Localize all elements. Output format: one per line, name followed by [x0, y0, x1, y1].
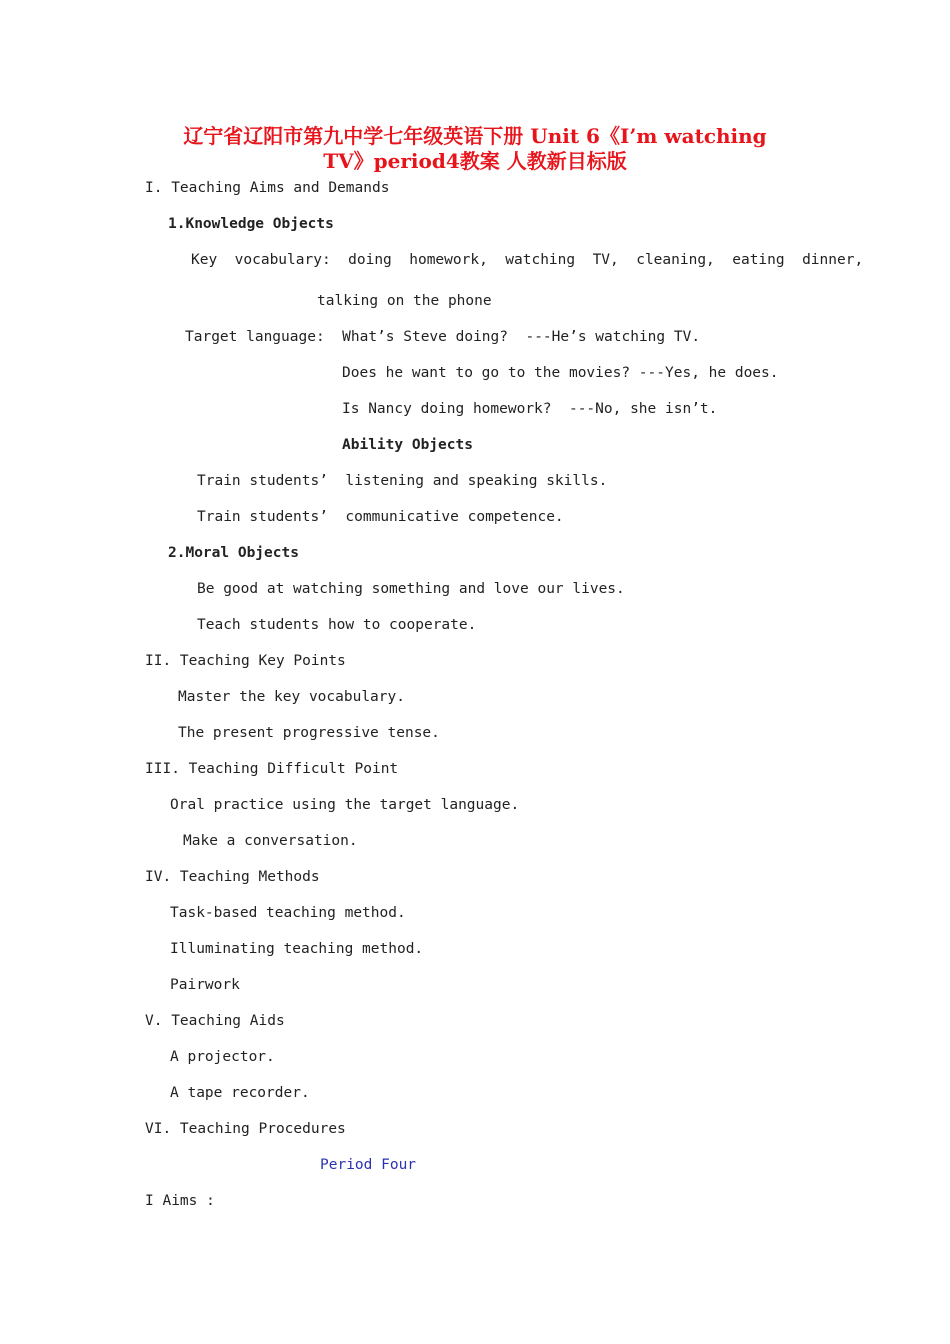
document-title [100, 124, 850, 174]
section-2-heading: II. Teaching Key Points [145, 653, 346, 669]
ability-objects-heading: Ability Objects [342, 437, 473, 453]
section-1-heading: I. Teaching Aims and Demands [145, 180, 390, 196]
target-language-line-1: Target language: What’s Steve doing? ---He’s watching TV. [185, 329, 701, 345]
target-language-line-3: Is Nancy doing homework? ---No, she isn’t. [342, 401, 718, 417]
moral-item-1: Be good at watching something and love our lives. [197, 581, 625, 597]
period-heading: Period Four [320, 1157, 417, 1173]
key-vocabulary-line-1: Key vocabulary: doing homework, watching TV, cleaning, eating dinner, [191, 252, 864, 268]
section-5-heading: V. Teaching Aids [145, 1013, 285, 1029]
title-line-2: TV》period4教案 人教新目标版 [323, 149, 627, 173]
aid-1: A projector. [170, 1049, 275, 1065]
section-6-heading: VI. Teaching Procedures [145, 1121, 346, 1137]
title-line-1: 辽宁省辽阳市第九中学七年级英语下册 Unit 6《I’m watching [183, 124, 767, 148]
key-point-2: The present progressive tense. [178, 725, 440, 741]
aims-label: I Aims : [145, 1193, 215, 1209]
ability-item-1: Train students’ listening and speaking skills. [197, 473, 608, 489]
aid-2: A tape recorder. [170, 1085, 310, 1101]
method-1: Task-based teaching method. [170, 905, 406, 921]
section-4-heading: IV. Teaching Methods [145, 869, 320, 885]
method-3: Pairwork [170, 977, 240, 993]
key-point-1: Master the key vocabulary. [178, 689, 405, 705]
key-vocabulary-line-2: talking on the phone [317, 293, 492, 309]
ability-item-2: Train students’ communicative competence. [197, 509, 564, 525]
difficult-point-2: Make a conversation. [183, 833, 358, 849]
target-language-line-2: Does he want to go to the movies? ---Yes, he does. [342, 365, 779, 381]
knowledge-objects-heading: 1.Knowledge Objects [168, 216, 334, 232]
section-3-heading: III. Teaching Difficult Point [145, 761, 399, 777]
method-2: Illuminating teaching method. [170, 941, 424, 957]
moral-item-2: Teach students how to cooperate. [197, 617, 477, 633]
moral-objects-heading: 2.Moral Objects [168, 545, 299, 561]
difficult-point-1: Oral practice using the target language. [170, 797, 520, 813]
